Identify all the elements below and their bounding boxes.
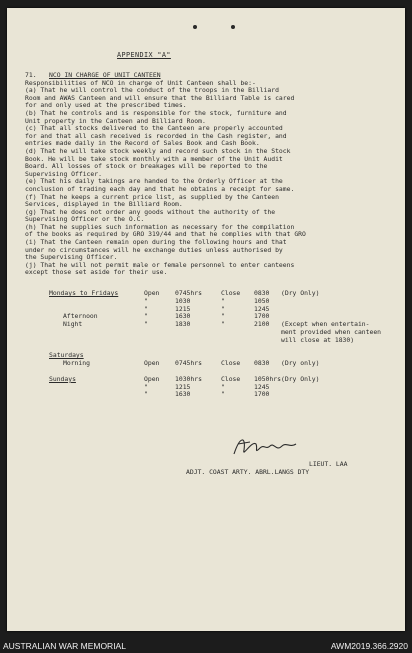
paragraph-line: (c) That all stocks delivered to the Canteen are properly accounted [25,124,283,133]
schedule-close-time: 0830 [254,289,270,297]
schedule-row [49,360,399,368]
schedule-close-time: 0830 [254,359,270,368]
schedule-open-label: Open [144,374,160,383]
document-body [25,72,395,277]
punch-holes [193,14,269,33]
schedule-close-time: 1050 [254,296,270,305]
punch-hole [231,25,235,29]
paragraph-line: (g) That he does not order any goods without the authority of the [25,207,276,216]
schedule-close-time: 1245 [254,382,270,391]
schedule-note: (Dry Only) [281,374,320,383]
schedule-day-label: Night [63,320,83,329]
section-number: 71. [25,71,37,79]
schedule-close-label: " [221,296,225,305]
paragraph-line: Board. All losses of stock or breakages will be reported to the [25,162,268,171]
schedule-note: ment provided when canteen [281,327,382,336]
paragraph-line: (e) That his daily takings are handed to the Orderly Officer at the [25,177,283,186]
paragraph-line: (j) That he will not permit male or female personnel to enter canteens [25,260,295,269]
signature-icon [230,432,300,462]
paragraph-line: Supervising Officer or the O.C. [25,215,145,224]
appendix-title: APPENDIX "A" [117,51,171,59]
schedule-open-label: Open [144,359,160,368]
schedule-open-label: " [144,320,148,329]
schedule-note: (Dry only) [281,359,320,368]
schedule-open-time: 1830 [175,320,191,329]
paragraph-line: for and only used at the prescribed times. [25,101,187,110]
schedule-open-label: " [144,304,148,313]
signature-rank: LIEUT. LAA [309,460,348,468]
schedule-day-label: Saturdays [49,351,84,360]
paragraph-line: (i) That the Canteen remain open during the following hours and that [25,238,287,247]
paragraph-line: (b) That he controls and is responsible for the stock, furniture and [25,108,287,117]
schedule-close-label: Close [221,374,241,383]
schedule-close-time: 1700 [254,312,270,321]
schedule-close-label: Close [221,289,241,297]
schedule-close-label: Close [221,359,241,368]
schedule-open-time: 1030 [175,296,191,305]
footer-accession-number: AWM2019.366.2920 [330,641,408,651]
schedule-open-label: Open [144,289,160,297]
paragraph-line: for and that all cash received is recorded in the Cash register, and [25,131,287,140]
paragraph-line: (d) That he will take stock weekly and record such stock in the Stock [25,146,291,155]
paragraph-line: Services, displayed in the Billiard Room. [25,200,183,209]
schedule-close-label: " [221,390,225,399]
schedule-note: (Dry Only) [281,289,320,297]
paragraph-line: conclusion of trading each day and that he obtains a receipt for same. [25,184,295,193]
footer-institution: AUSTRALIAN WAR MEMORIAL [3,641,126,651]
paragraph-line: Room and AWAS Canteen and will ensure that the Billiard Table is cared [25,93,295,102]
punch-hole [193,25,197,29]
paragraph-line: (f) That he keeps a current price list, as supplied by the Canteen [25,192,279,201]
schedule-day-label: Morning [63,359,90,368]
schedule-close-time: 2100 [254,320,270,329]
opening-hours-schedule [49,290,399,399]
schedule-close-time: 1700 [254,390,270,399]
schedule-row [49,391,399,399]
paragraph-line: entries made daily in the Record of Sales Book and Cash Book. [25,139,260,148]
schedule-row [49,337,399,345]
paragraph-line: (h) That he supplies such information as necessary for the compilation [25,222,295,231]
signature-block [186,461,347,477]
schedule-open-time: 1215 [175,382,191,391]
schedule-open-time: 1030hrs [175,374,202,383]
schedule-open-label: " [144,296,148,305]
paragraph-line: (a) That he will control the conduct of the troops in the Billiard [25,86,279,95]
schedule-open-label: " [144,312,148,321]
schedule-open-time: 1630 [175,390,191,399]
signature-title: ADJT. COAST ARTY. ABRL.LANGS DTY [186,467,310,476]
schedule-close-label: " [221,382,225,391]
schedule-open-time: 0745hrs [175,359,202,368]
schedule-close-time: 1245 [254,304,270,313]
schedule-open-time: 1630 [175,312,191,321]
schedule-day-label: Mondays to Fridays [49,289,119,297]
paragraph-line: under no circumstances will he exchange duties unless authorised by [25,245,283,254]
paragraph-line: except those set aside for their use. [25,268,168,277]
paragraph-line: Unit property in the Canteen and Billiard Room. [25,116,206,125]
schedule-note: (Except when entertain- [281,320,370,329]
paragraph-lines [25,80,395,277]
schedule-open-time: 1215 [175,304,191,313]
schedule-close-label: " [221,312,225,321]
schedule-close-label: " [221,320,225,329]
paragraph-line: Responsibilities of NCO in charge of Unit Canteen shall be:- [25,78,256,87]
paragraph-line: the Supervising Officer. [25,253,118,262]
schedule-day-label: Afternoon [63,312,98,321]
archive-footer [0,640,412,653]
schedule-open-time: 0745hrs [175,289,202,297]
schedule-day-label: Sundays [49,374,76,383]
paragraph-line: of the books as required by GRO 319/44 and that he complies with that GRO [25,230,306,239]
schedule-open-label: " [144,382,148,391]
schedule-close-label: " [221,304,225,313]
paragraph-line: Book. He will be take stock monthly with a member of the Unit Audit [25,154,283,163]
paragraph-line: Supervising Officer. [25,169,102,178]
schedule-open-label: " [144,390,148,399]
heading-text: NCO IN CHARGE OF UNIT CANTEEN [49,71,161,79]
schedule-row [49,345,399,353]
schedule-note: will close at 1830) [281,335,355,344]
schedule-close-time: 1050hrs [254,374,281,383]
